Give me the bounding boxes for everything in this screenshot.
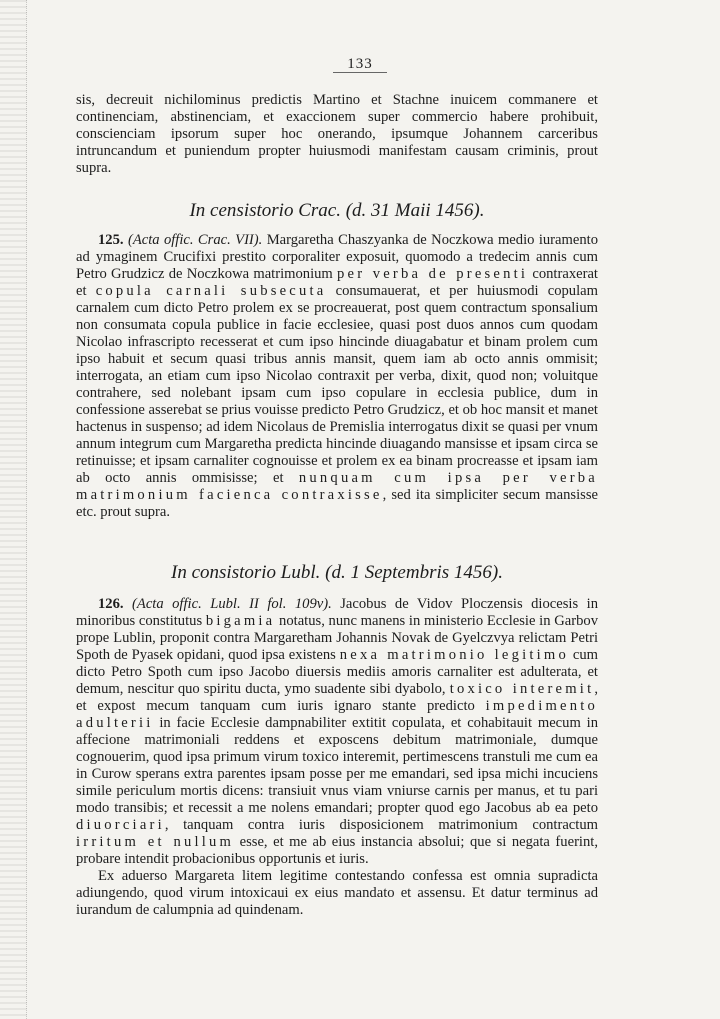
entry-126 (76, 596, 598, 919)
entry-125 (76, 232, 598, 521)
scan-binding-edge (0, 0, 27, 1019)
entry-reference: (Acta offic. Lubl. II fol. 109v). (132, 596, 332, 612)
section-heading-cracow: In censistorio Crac. (d. 31 Maii 1456). (189, 200, 485, 221)
opening-paragraph-text: sis, decreuit nichilominus predictis Martino et Stachne inuicem commanere et continenciam, abstinenciam, et exaccionem super commercio habere prohibuit, conscienciam ipsorum super hoc onerando, ipsumque Johannem carceribus intruncandum et puniendum propter huiusmodi manifestam causam criminis, prout supra. (76, 92, 598, 176)
section-heading-lublin: In consistorio Lubl. (d. 1 Septembris 1456). (171, 562, 503, 583)
entry-number: 125. (98, 232, 124, 248)
entry-number: 126. (98, 596, 124, 612)
entry-126-text: 126. (Acta offic. Lubl. II fol. 109v). Jacobus de Vidov Ploczensis diocesis in minoribus constitutus bigamia notatus, nunc manens in ministerio Ecclesie in Garbov prope Lublin, proponit contra Margaretham Johannis Novak de Gyelczvya relictam Petri Spoth de Pyasek opidani, quod ipsa existens nexa matrimonio legitimo cum dicto Petro Spoth cum ipso Jacobo diuersis mediis amoris carnaliter est adulterata, et demum, nescitur quo spiritu ducta, ymo suadente sibi dyabolo, toxico interemit, et expost mecum tanquam cum iuris ignaro stante predicto impedimento adulterii in facie Ecclesie dampnabiliter extitit copulata, et cohabitauit mecum in affecione matrimoniali reddens et exposcens debitum matrimoniale, dumque cognouerim, quod ipsa primum virum toxico interemit, pertimescens transtuli me cum ea in Curow sperans extra parentes ipsam posse per me emandari, sed ipsa michi incuciens simile periculum mortis dicens: transiuit vnus viam vniurse carnis per manus, et tu pari modo transibis; et recessit a me nolens emandari; propter quod ego Jacobus ab ea peto diuorciari, tanquam contra iuris disposicionem matrimonium contractum irritum et nullum esse, et me ab eius instancia absolui; que si negata fuerint, probare intendit probacionibus opportunis et iuris. (76, 596, 599, 867)
page-number: 133 (0, 56, 720, 73)
entry-reference: (Acta offic. Crac. VII). (127, 232, 263, 248)
opening-paragraph (76, 92, 598, 177)
closing-paragraph: Ex aduerso Margareta litem legitime contestando confessa est omnia supradicta adiungendo, quod virum intoxicaui ex eius mandato et assensu. Et datur terminus ad iurandum de calumpnia ad quindenam. (76, 868, 598, 918)
entry-125-text: 125. (Acta offic. Crac. VII). Margaretha Chaszyanka de Noczkowa medio iuramento ad ymaginem Crucifixi prestito corporaliter exposuit, quomodo a tredecim annis cum Petro Grudzicz de Noczkowa matrimonium per verba de presenti contraxerat et copula carnali subsecuta consumauerat, et per huiusmodi copulam carnalem cum dicto Petro prolem ex se procreauerat, post quem contractum sponsalium non consumata copula publice in facie ecclesiee, quasi post duos annos cum quodam Nicolao infrascripto recesserat et cum ipso hincinde diuagabatur et binam prolem cum ipso habuit et secum quasi tribus annis mansit, quem iam ab octo annis ommisit; interrogata, an etiam cum ipso Nicolao contraxit per verba, dixit, quod non; voluitque contrahere, sed nolebant ipsam cum ipso copulare in ecclesia publice, dum in confessione asserebat se prius vouisse predicto Petro Grudzicz, et ob hoc mansit et manet hactenus in suspenso; ad idem Nicolaus de Premislia interrogatus dixit se quasi per vnum annum integrum cum Margaretha predicta hincinde diuagando mansisse et ipsam circa se retinuisse; et ipsam carnaliter cognouisse et prolem ex ea binam procreasse et ipsam iam ab octo annis ommisisse; et nunquam cum ipsa per verba matrimonium facienca contraxisse, sed ita simpliciter secum mansisse etc. prout supra. (76, 232, 598, 520)
